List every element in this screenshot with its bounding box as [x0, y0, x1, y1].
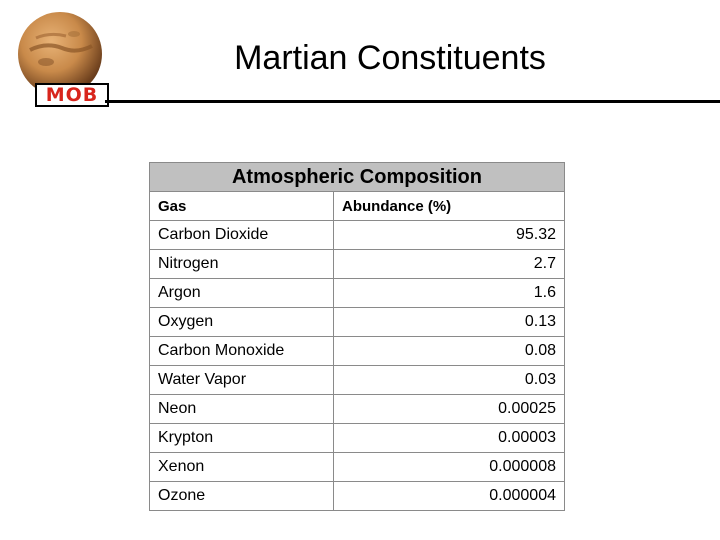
table-row: [150, 366, 565, 395]
gas-name-cell: Carbon Monoxide: [150, 337, 334, 366]
table-row: [150, 337, 565, 366]
table-header-row: [150, 192, 565, 221]
table-row: [150, 221, 565, 250]
table-caption: Atmospheric Composition: [150, 163, 565, 192]
gas-name-cell: Krypton: [150, 424, 334, 453]
column-header-gas: Gas: [150, 192, 334, 221]
table-row: [150, 395, 565, 424]
table-row: [150, 482, 565, 511]
table-row: [150, 250, 565, 279]
table-row: [150, 279, 565, 308]
mars-logo: [16, 10, 104, 106]
gas-name-cell: Oxygen: [150, 308, 334, 337]
abundance-cell: 0.00025: [334, 395, 565, 424]
gas-name-cell: Ozone: [150, 482, 334, 511]
abundance-cell: 1.6: [334, 279, 565, 308]
abundance-cell: 2.7: [334, 250, 565, 279]
atmospheric-composition-table: [149, 162, 565, 511]
table-row: [150, 424, 565, 453]
gas-name-cell: Argon: [150, 279, 334, 308]
gas-name-cell: Water Vapor: [150, 366, 334, 395]
table-row: [150, 308, 565, 337]
gas-name-cell: Carbon Dioxide: [150, 221, 334, 250]
gas-name-cell: Nitrogen: [150, 250, 334, 279]
gas-name-cell: Neon: [150, 395, 334, 424]
column-header-abundance: Abundance (%): [334, 192, 565, 221]
abundance-cell: 0.000004: [334, 482, 565, 511]
logo-text: MOB: [35, 83, 109, 107]
table-row: [150, 453, 565, 482]
abundance-cell: 0.00003: [334, 424, 565, 453]
table-caption-row: [150, 163, 565, 192]
slide-title: Martian Constituents: [234, 39, 546, 77]
abundance-cell: 0.000008: [334, 453, 565, 482]
abundance-cell: 0.08: [334, 337, 565, 366]
title-divider: [105, 100, 720, 103]
abundance-cell: 0.03: [334, 366, 565, 395]
abundance-cell: 95.32: [334, 221, 565, 250]
abundance-cell: 0.13: [334, 308, 565, 337]
gas-name-cell: Xenon: [150, 453, 334, 482]
